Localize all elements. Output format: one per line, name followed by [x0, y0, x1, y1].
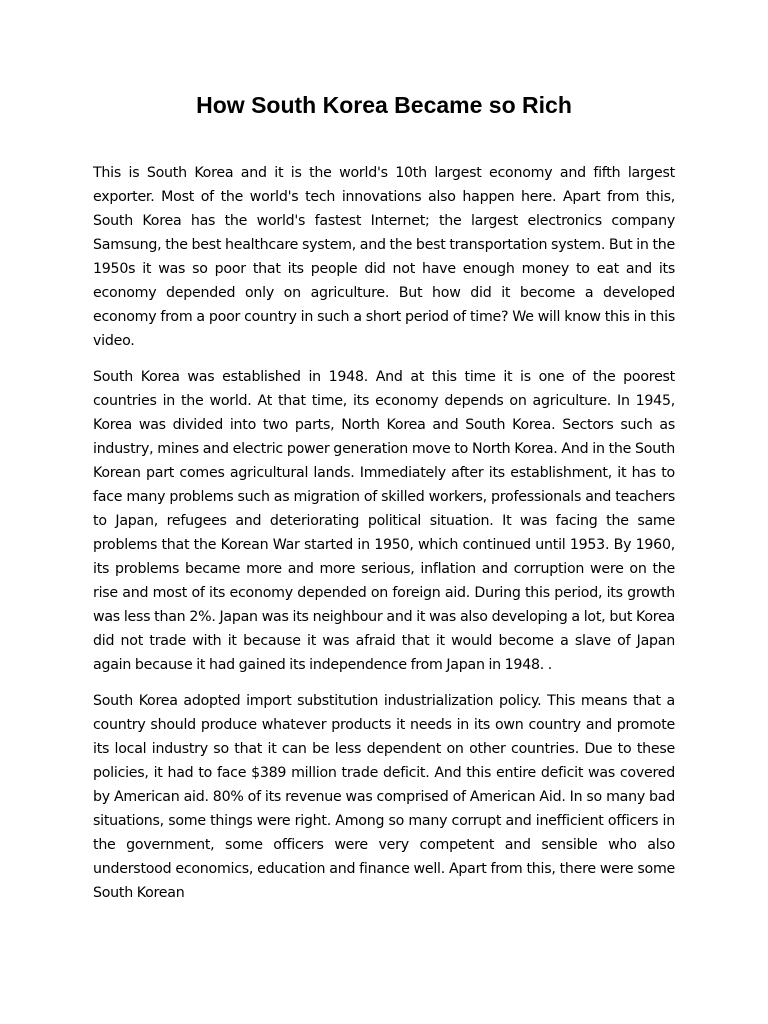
- paragraph-history: South Korea was established in 1948. And at this time it is one of the poorest countries in the world. At that time, its economy depends on agriculture. In 1945, Korea was divided into two parts, North Korea and South Korea. Sectors such as industry, mines and electric power generation move to North Korea. And in the South Korean part comes agricultural lands. Immediately after its establishment, it has to face many problems such as migration of skilled workers, professionals and teachers to Japan, refugees and deteriorating political situation. It was facing the same problems that the Korean War started in 1950, which continued until 1953. By 1960, its problems became more and more serious, inflation and corruption were on the rise and most of its economy depended on foreign aid. During this period, its growth was less than 2%. Japan was its neighbour and it was also developing a lot, but Korea did not trade with it because it was afraid that it would become a slave of Japan again because it had gained its independence from Japan in 1948. .: [93, 369, 675, 673]
- paragraph-policy: South Korea adopted import substitution industrialization policy. This means that a country should produce whatever products it needs in its own country and promote its local industry so that it can be less dependent on other countries. Due to these policies, it had to face $389 million trade deficit. And this entire deficit was covered by American aid. 80% of its revenue was comprised of American Aid. In so many bad situations, some things were right. Among so many corrupt and inefficient officers in the government, some officers were very competent and sensible who also understood economics, education and finance well. Apart from this, there were some South Korean: [93, 693, 675, 901]
- document-title: How South Korea Became so Rich: [196, 92, 572, 118]
- document-body: [93, 161, 675, 917]
- paragraph-intro: This is South Korea and it is the world's 10th largest economy and fifth largest exporter. Most of the world's tech innovations also happen here. Apart from this, South Korea has the world's fastest Internet; the largest electronics company Samsung, the best healthcare system, and the best transportation system. But in the 1950s it was so poor that its people did not have enough money to eat and its economy depended only on agriculture. But how did it become a developed economy from a poor country in such a short period of time? We will know this in this video.: [93, 165, 675, 349]
